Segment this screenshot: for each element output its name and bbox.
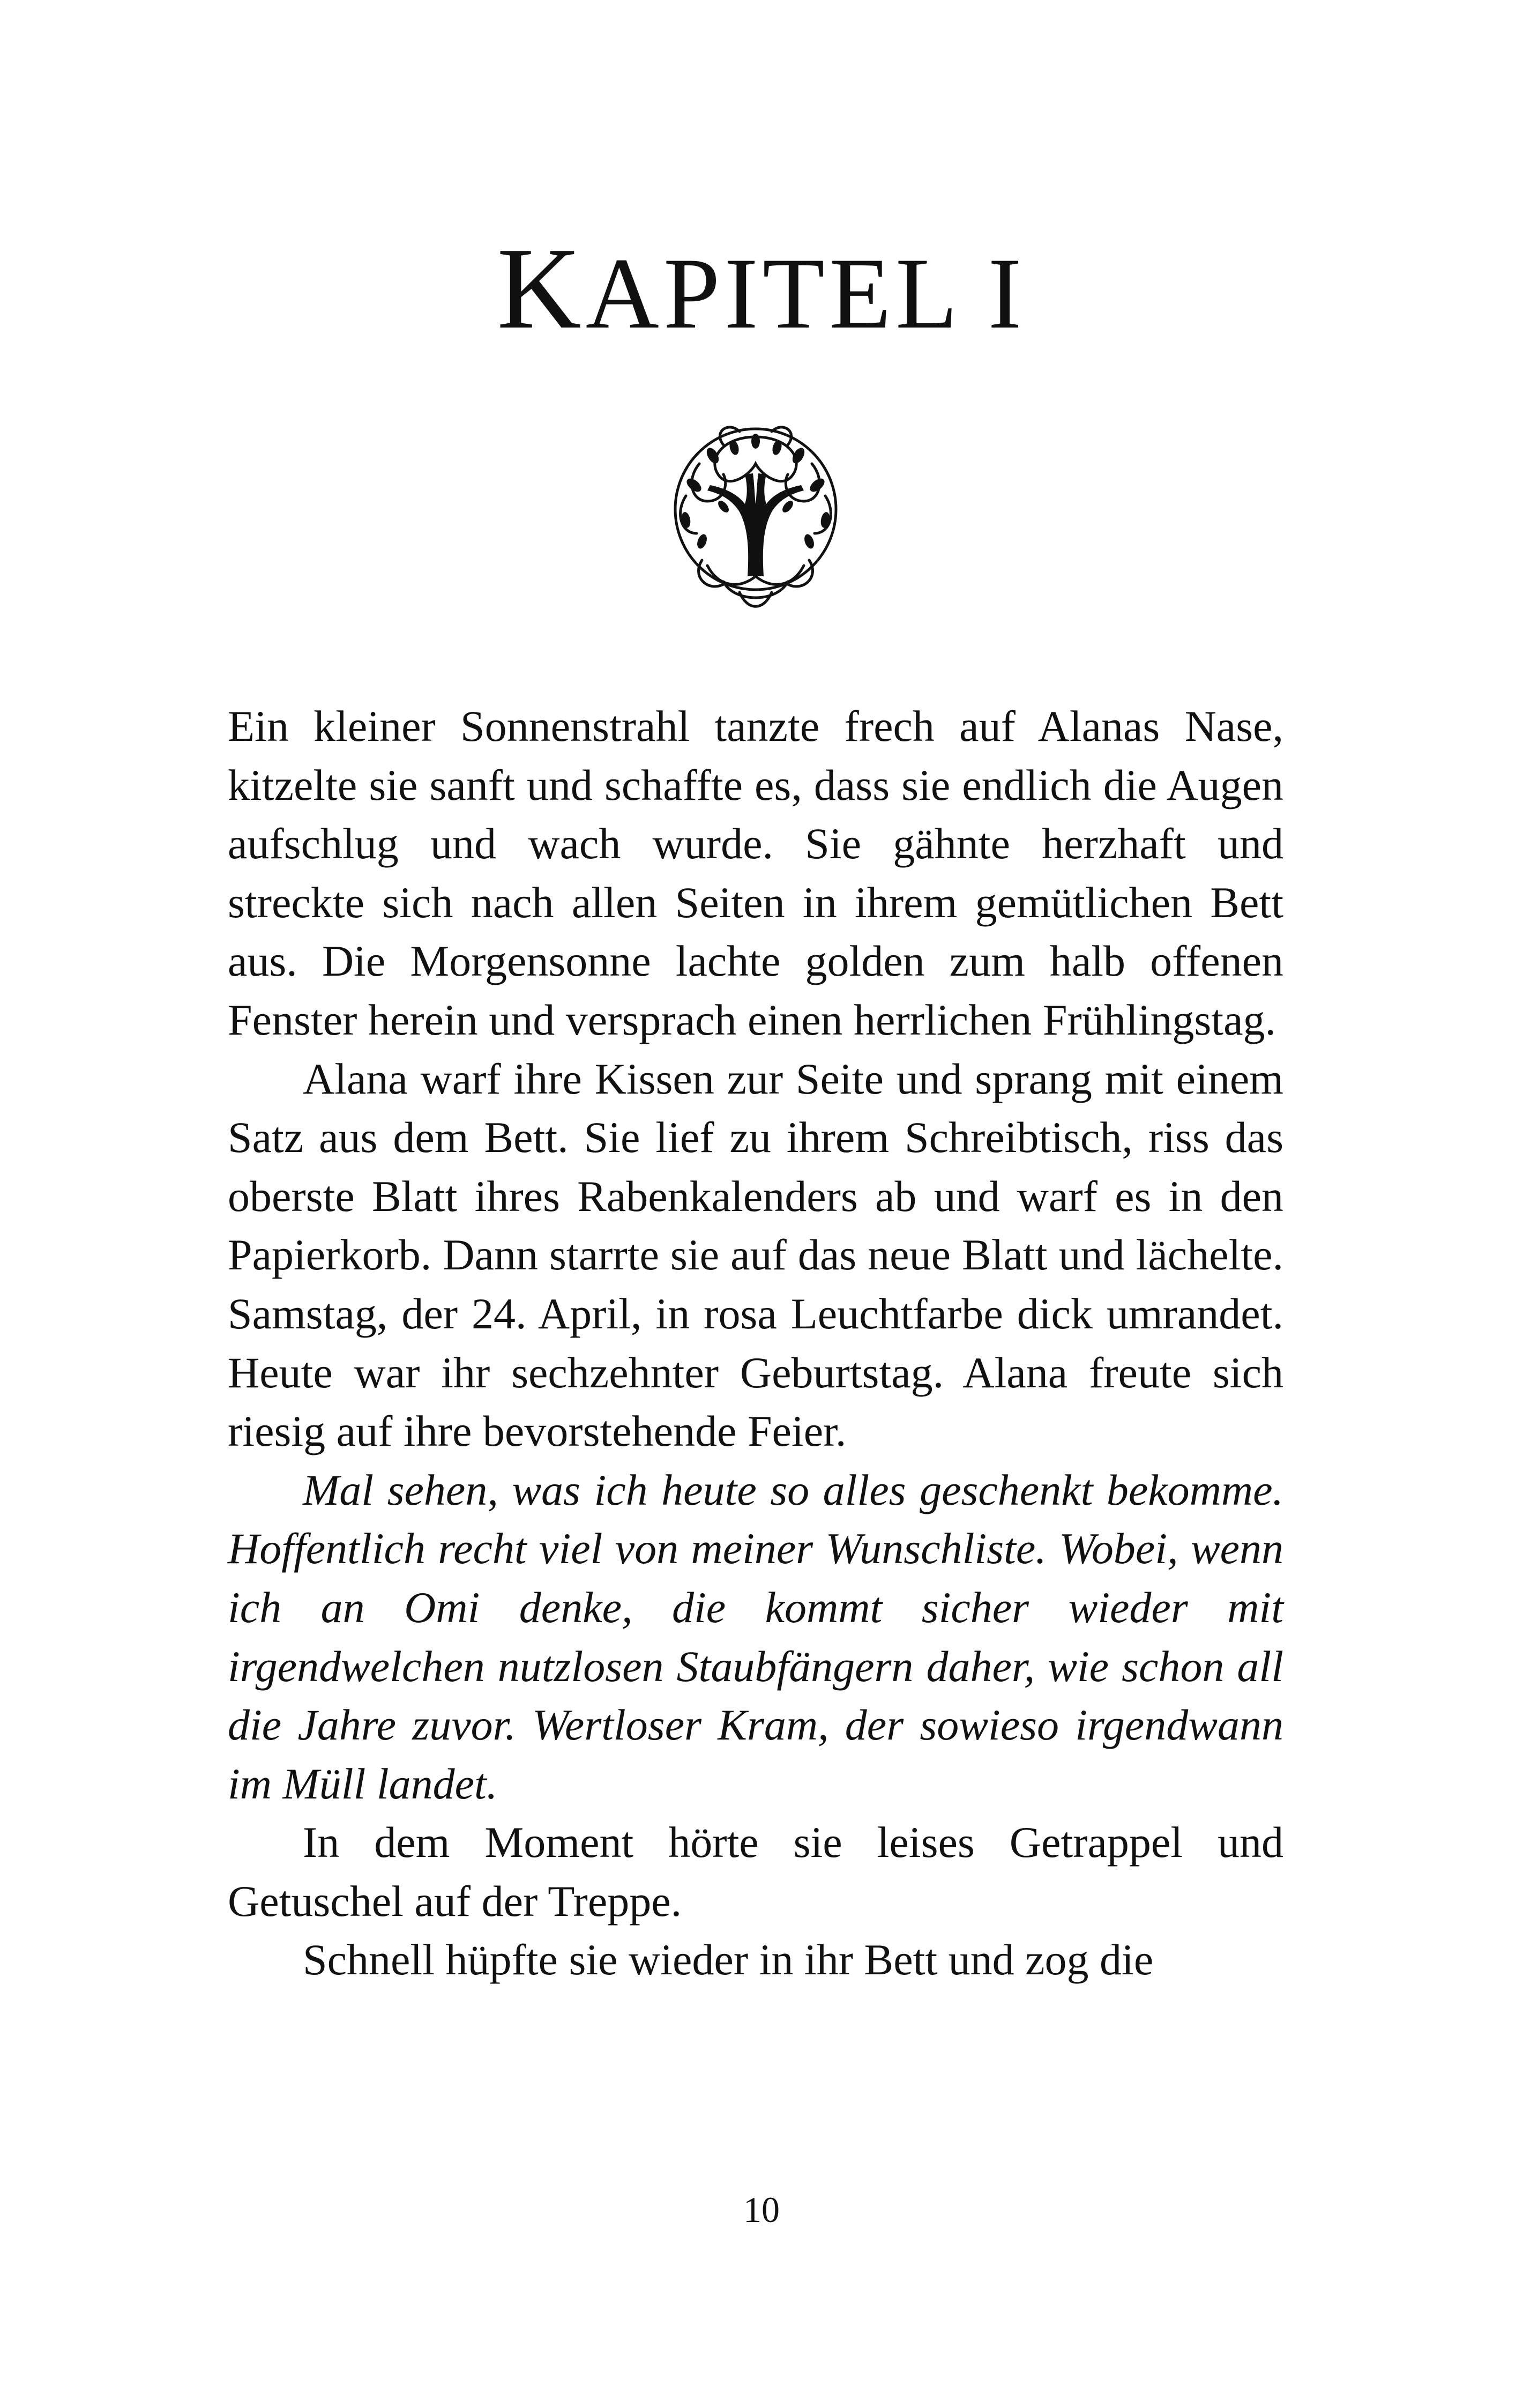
- page-number: 10: [743, 2189, 780, 2230]
- paragraph-4: In dem Moment hörte sie leises Getrappel und Getuschel auf der Treppe.: [228, 1818, 1283, 1926]
- paragraph-2: Alana warf ihre Kissen zur Seite und sprang mit einem Satz aus dem Bett. Sie lief zu ihrem Schreibtisch, riss das oberste Blatt ihres Rabenkalenders ab und warf es in den Papierkorb. Dann starrte sie auf das neue Blatt und lächelte. Samstag, der 24. April, in rosa Leuchtfarbe dick umrandet. Heute war ihr sechzehnter Geburtstag. Alana freute sich riesig auf ihre bevorstehende Feier.: [228, 1054, 1283, 1456]
- chapter-title: [0, 224, 1523, 353]
- paragraph-5: Schnell hüpfte sie wieder in ihr Bett und zog die: [303, 1935, 1154, 1985]
- chapter-title-rest: APITEL I: [585, 237, 1026, 350]
- paragraph-3-thought: Mal sehen, was ich heute so alles geschenkt bekomme. Hoffentlich recht viel von meiner Wunschliste. Wobei, wenn ich an Omi denke, die kommt sicher wieder mit irgendwelchen nutzlosen Staubfängern daher, wie schon all die Jahre zuvor. Wertloser Kram, der sowieso irgendwann im Müll landet.: [228, 1465, 1283, 1808]
- paragraph-1: Ein kleiner Sonnenstrahl tanzte frech auf Alanas Nase, kitzelte sie sanft und schaffte es, dass sie endlich die Augen aufschlug und wach wurde. Sie gähnte herzhaft und streckte sich nach allen Seiten in ihrem gemütlichen Bett aus. Die Morgensonne lachte golden zum halb offenen Fenster herein und versprach einen herrlichen Frühlingstag.: [228, 702, 1283, 1044]
- tree-of-life-icon: [643, 405, 868, 619]
- chapter-body: [228, 697, 1283, 1989]
- chapter-title-initial: K: [497, 224, 586, 353]
